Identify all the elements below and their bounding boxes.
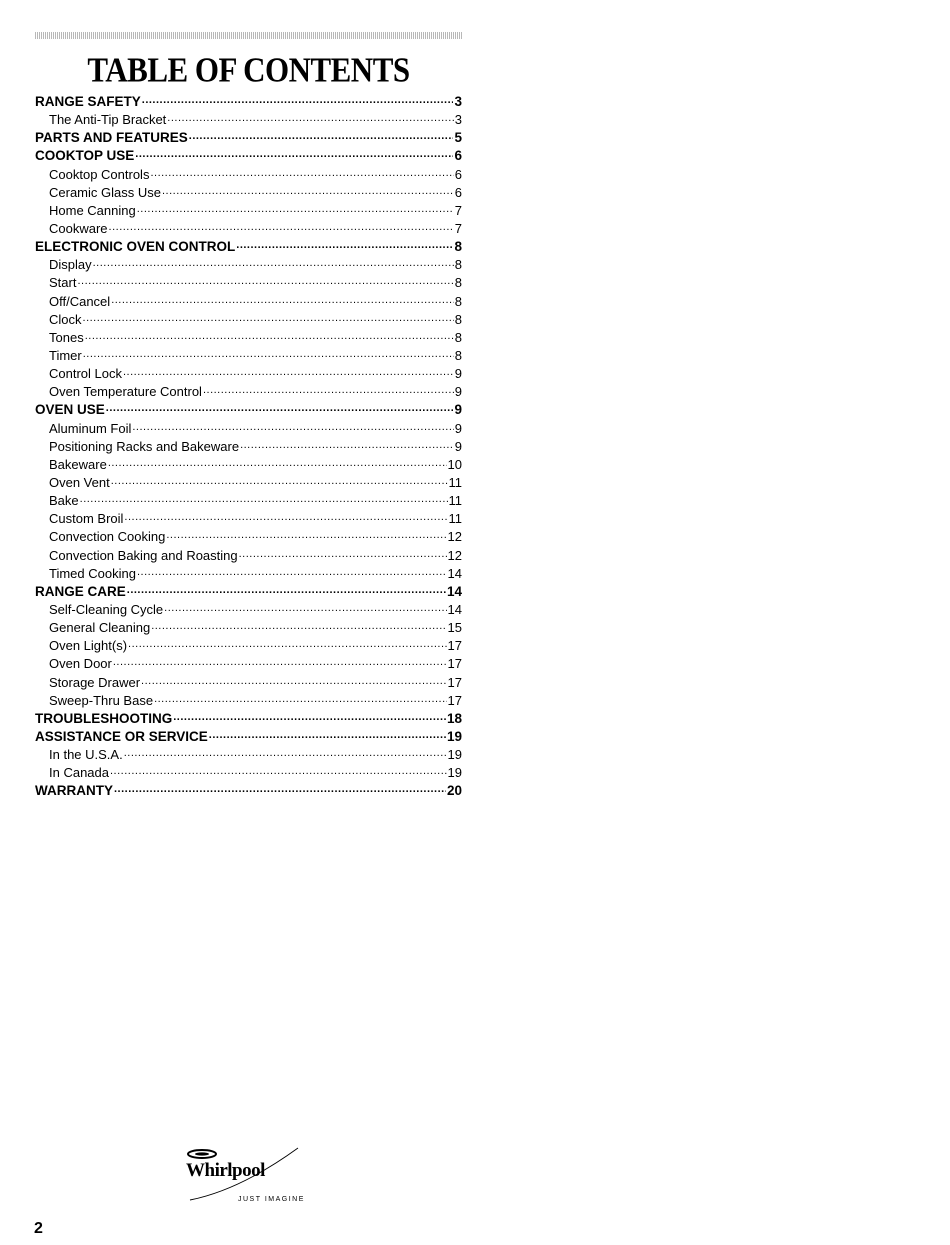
toc-leader-dots [167, 114, 453, 124]
toc-entry-label: Off/Cancel [49, 293, 111, 309]
toc-subentry[interactable] [35, 348, 462, 366]
toc-section-entry[interactable] [35, 148, 462, 166]
toc-subentry[interactable] [35, 257, 462, 275]
toc-subentry[interactable] [35, 185, 462, 203]
toc-entry-page: 20 [446, 783, 462, 799]
toc-entry-page: 19 [446, 728, 462, 744]
toc-leader-dots [83, 314, 454, 324]
toc-entry-label: Oven Light(s) [49, 638, 128, 654]
toc-leader-dots [109, 223, 454, 233]
toc-entry-label: Timer [49, 347, 82, 363]
toc-entry-page: 9 [454, 366, 462, 382]
toc-entry-page: 9 [454, 384, 462, 400]
toc-entry-label: RANGE CARE [35, 583, 126, 599]
toc-section-entry[interactable] [35, 783, 462, 801]
toc-entry-label: Cookware [49, 220, 108, 236]
toc-entry-label: Positioning Racks and Bakeware [49, 438, 240, 454]
toc-entry-label: Self-Cleaning Cycle [49, 601, 164, 617]
toc-entry-page: 6 [454, 148, 462, 164]
toc-entry-page: 6 [454, 166, 462, 182]
toc-leader-dots [239, 550, 447, 560]
logo-tagline: JUST IMAGINE [238, 1196, 305, 1203]
toc-leader-dots [123, 368, 454, 378]
toc-entry-page: 17 [447, 674, 462, 690]
toc-section-entry[interactable] [35, 584, 462, 602]
toc-subentry[interactable] [35, 602, 462, 620]
toc-entry-page: 5 [454, 130, 462, 146]
logo-wordmark: Whirlpool [186, 1160, 265, 1181]
toc-subentry[interactable] [35, 330, 462, 348]
toc-entry-label: RANGE SAFETY [35, 94, 141, 109]
toc-subentry[interactable] [35, 638, 462, 656]
table-of-contents [35, 94, 462, 801]
toc-subentry[interactable] [35, 366, 462, 384]
toc-entry-label: TROUBLESHOOTING [35, 710, 173, 726]
toc-entry-label: Start [49, 275, 77, 291]
toc-section-entry[interactable] [35, 402, 462, 420]
toc-subentry[interactable] [35, 221, 462, 239]
toc-entry-label: PARTS AND FEATURES [35, 130, 188, 146]
toc-leader-dots [77, 277, 453, 287]
toc-leader-dots [236, 241, 453, 251]
toc-entry-label: Oven Vent [49, 474, 110, 490]
toc-subentry[interactable] [35, 439, 462, 457]
toc-entry-label: Bakeware [49, 456, 107, 472]
toc-entry-page: 11 [448, 511, 462, 527]
toc-entry-label: The Anti-Tip Bracket [49, 112, 167, 128]
toc-leader-dots [127, 586, 446, 596]
toc-entry-label: Cooktop Controls [49, 166, 150, 182]
toc-entry-label: Storage Drawer [49, 674, 141, 690]
toc-entry-page: 11 [448, 493, 462, 509]
toc-entry-page: 8 [454, 257, 462, 273]
toc-entry-label: Tones [49, 329, 84, 345]
toc-leader-dots [150, 169, 453, 179]
toc-subentry[interactable] [35, 693, 462, 711]
toc-subentry[interactable] [35, 167, 462, 185]
toc-subentry[interactable] [35, 294, 462, 312]
toc-entry-page: 6 [454, 184, 462, 200]
toc-leader-dots [154, 695, 446, 705]
toc-entry-page: 8 [454, 347, 462, 363]
toc-leader-dots [93, 259, 454, 269]
toc-entry-page: 8 [454, 239, 462, 255]
toc-subentry[interactable] [35, 475, 462, 493]
toc-subentry[interactable] [35, 548, 462, 566]
toc-entry-page: 7 [454, 202, 462, 218]
toc-subentry[interactable] [35, 384, 462, 402]
toc-subentry[interactable] [35, 511, 462, 529]
toc-section-entry[interactable] [35, 729, 462, 747]
toc-entry-label: Control Lock [49, 366, 122, 382]
toc-leader-dots [141, 677, 446, 687]
page-title: TABLE OF CONTENTS [87, 50, 410, 90]
toc-entry-page: 9 [454, 438, 462, 454]
toc-entry-page: 17 [447, 638, 462, 654]
toc-entry-label: Sweep-Thru Base [49, 692, 154, 708]
toc-leader-dots [166, 531, 446, 541]
toc-entry-label: ASSISTANCE OR SERVICE [35, 728, 208, 744]
toc-leader-dots [151, 622, 446, 632]
toc-leader-dots [164, 604, 446, 614]
toc-leader-dots [209, 731, 446, 741]
toc-leader-dots [135, 150, 453, 160]
toc-entry-page: 9 [454, 420, 462, 436]
toc-entry-page: 3 [454, 94, 462, 109]
toc-entry-label: Custom Broil [49, 511, 124, 527]
toc-subentry[interactable] [35, 421, 462, 439]
toc-entry-label: Clock [49, 311, 82, 327]
toc-subentry[interactable] [35, 675, 462, 693]
toc-entry-page: 8 [454, 293, 462, 309]
toc-leader-dots [162, 187, 454, 197]
toc-entry-page: 8 [454, 311, 462, 327]
toc-leader-dots [240, 441, 454, 451]
toc-entry-page: 9 [454, 402, 462, 418]
toc-leader-dots [113, 658, 447, 668]
toc-entry-page: 3 [454, 112, 462, 128]
toc-subentry[interactable] [35, 747, 462, 765]
toc-leader-dots [85, 332, 454, 342]
toc-entry-label: In the U.S.A. [49, 747, 123, 763]
toc-entry-page: 18 [446, 710, 462, 726]
toc-entry-label: Oven Temperature Control [49, 384, 202, 400]
toc-entry-page: 12 [447, 547, 462, 563]
toc-entry-label: Timed Cooking [49, 565, 136, 581]
toc-leader-dots [110, 767, 447, 777]
toc-leader-dots [80, 495, 448, 505]
toc-entry-label: In Canada [49, 765, 109, 781]
toc-entry-label: Bake [49, 493, 79, 509]
toc-leader-dots [142, 96, 454, 106]
toc-leader-dots [137, 568, 447, 578]
toc-leader-dots [132, 423, 453, 433]
toc-entry-page: 12 [447, 529, 462, 545]
toc-entry-page: 19 [447, 747, 462, 763]
toc-leader-dots [124, 513, 447, 523]
toc-leader-dots [128, 640, 446, 650]
toc-entry-label: Ceramic Glass Use [49, 184, 161, 200]
toc-entry-label: Oven Door [49, 656, 112, 672]
toc-leader-dots [111, 477, 448, 487]
toc-leader-dots [124, 749, 447, 759]
toc-subentry[interactable] [35, 203, 462, 221]
toc-entry-page: 17 [447, 692, 462, 708]
toc-subentry[interactable] [35, 620, 462, 638]
toc-entry-label: ELECTRONIC OVEN CONTROL [35, 239, 236, 255]
toc-entry-label: Home Canning [49, 202, 136, 218]
toc-leader-dots [111, 296, 454, 306]
page-number: 2 [34, 1220, 43, 1237]
toc-section-entry[interactable] [35, 94, 462, 112]
toc-leader-dots [203, 386, 454, 396]
toc-entry-page: 8 [454, 329, 462, 345]
toc-entry-label: Aluminum Foil [49, 420, 132, 436]
toc-section-entry[interactable] [35, 239, 462, 257]
toc-entry-page: 19 [447, 765, 462, 781]
toc-entry-label: Convection Baking and Roasting [49, 547, 238, 563]
toc-entry-page: 15 [447, 620, 462, 636]
toc-entry-page: 8 [454, 275, 462, 291]
toc-subentry[interactable] [35, 112, 462, 130]
toc-entry-page: 17 [447, 656, 462, 672]
toc-subentry[interactable] [35, 566, 462, 584]
toc-subentry[interactable] [35, 312, 462, 330]
toc-entry-label: OVEN USE [35, 402, 105, 418]
toc-section-entry[interactable] [35, 711, 462, 729]
toc-leader-dots [108, 459, 447, 469]
toc-entry-label: Display [49, 257, 92, 273]
toc-leader-dots [114, 785, 446, 795]
toc-subentry[interactable] [35, 275, 462, 293]
toc-entry-page: 14 [446, 583, 462, 599]
toc-subentry[interactable] [35, 457, 462, 475]
toc-entry-label: COOKTOP USE [35, 148, 135, 164]
toc-entry-page: 14 [447, 565, 462, 581]
toc-subentry[interactable] [35, 656, 462, 674]
top-rule [35, 32, 462, 39]
toc-entry-label: Convection Cooking [49, 529, 166, 545]
toc-entry-page: 7 [454, 220, 462, 236]
toc-entry-page: 14 [447, 601, 462, 617]
toc-leader-dots [83, 350, 454, 360]
toc-leader-dots [137, 205, 454, 215]
whirlpool-logo [180, 1140, 310, 1215]
toc-entry-page: 11 [448, 474, 462, 490]
toc-subentry[interactable] [35, 765, 462, 783]
toc-subentry[interactable] [35, 493, 462, 511]
toc-leader-dots [173, 713, 446, 723]
toc-entry-page: 10 [447, 456, 462, 472]
toc-entry-label: WARRANTY [35, 783, 113, 799]
toc-subentry[interactable] [35, 529, 462, 547]
toc-section-entry[interactable] [35, 130, 462, 148]
toc-entry-label: General Cleaning [49, 620, 151, 636]
toc-leader-dots [189, 132, 454, 142]
toc-leader-dots [106, 404, 454, 414]
